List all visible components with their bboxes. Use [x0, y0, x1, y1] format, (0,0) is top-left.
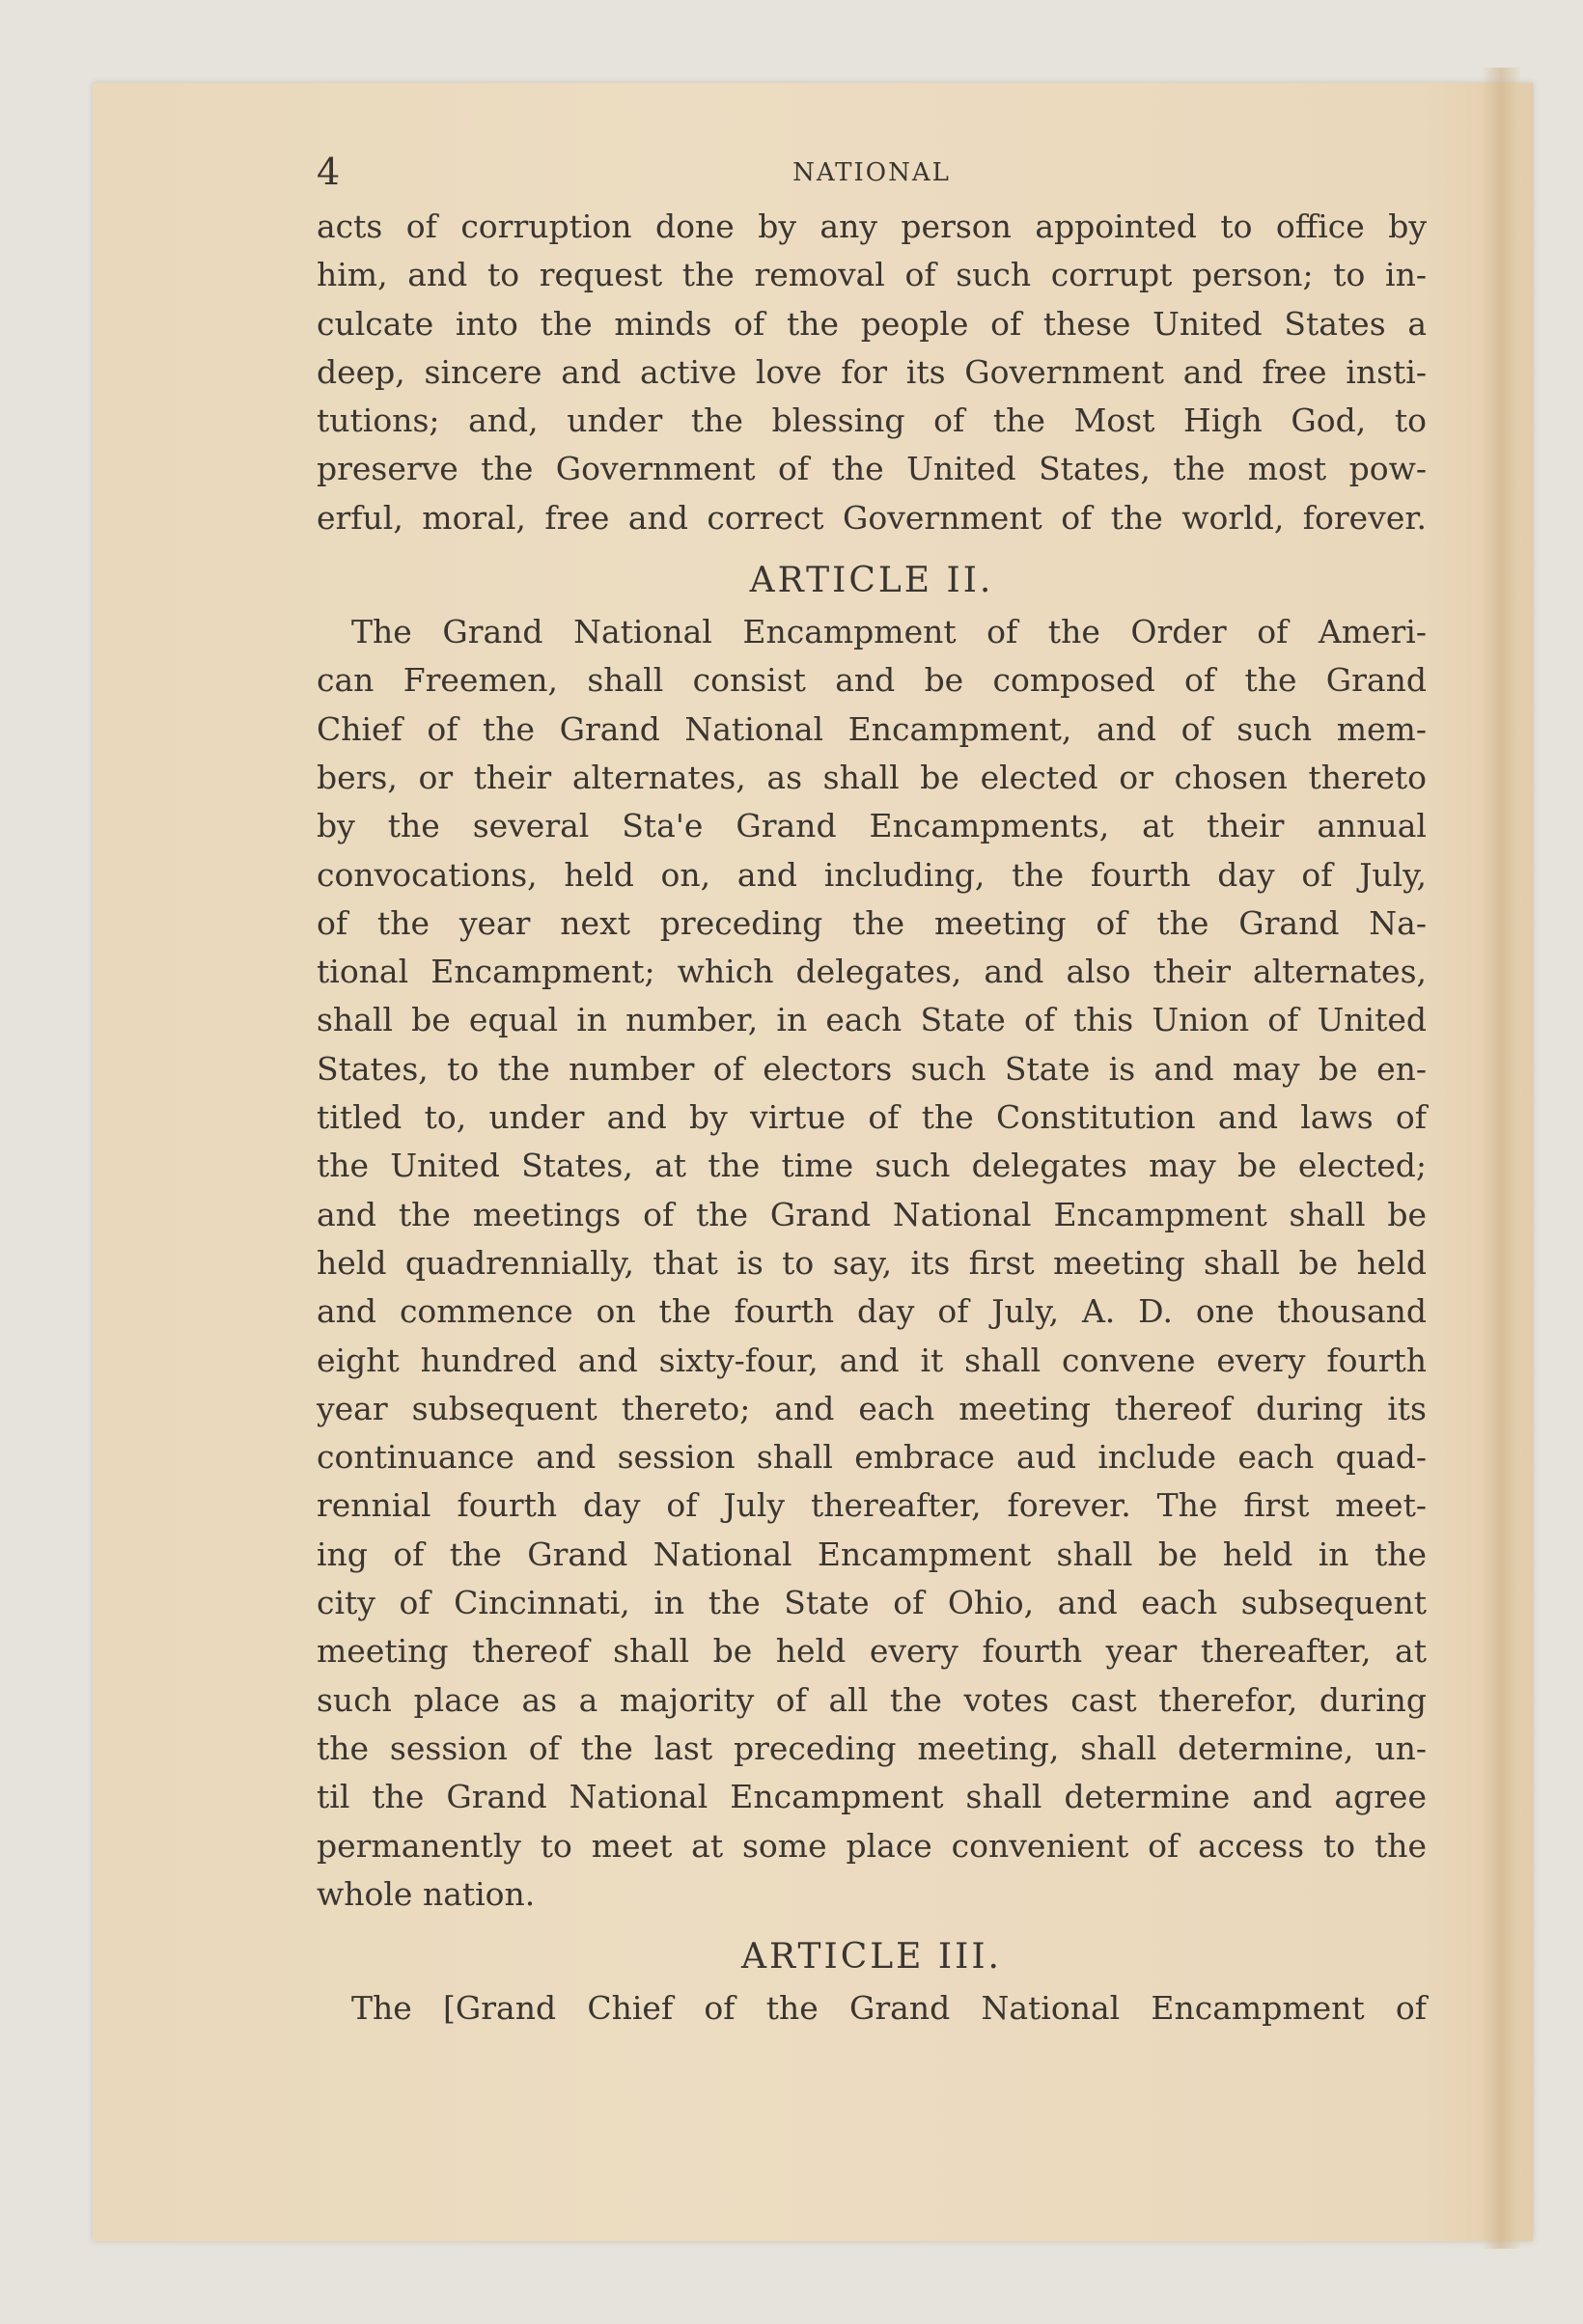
text-line: him, and to request the removal of such corrupt person; to in- [317, 256, 1427, 294]
text-line: shall be equal in number, in each State of this Union of United [317, 1001, 1427, 1039]
article-3-paragraph [317, 1984, 1427, 2033]
text-line: culcate into the minds of the people of these United States a [317, 304, 1427, 343]
text-line: The Grand National Encampment of the Order of Ameri- [351, 613, 1427, 651]
text-line: erful, moral, free and correct Government of the world, forever. [317, 498, 1427, 537]
text-line: by the several Sta'e Grand Encampments, at their annual [317, 807, 1427, 845]
page-edge-shadow [1482, 68, 1520, 2249]
running-head [317, 145, 1427, 203]
text-line: rennial fourth day of July thereafter, forever. The first meet- [317, 1486, 1427, 1525]
text-line: eight hundred and sixty-four, and it shall convene every fourth [317, 1341, 1427, 1379]
text-line: such place as a majority of all the votes cast therefor, during [317, 1680, 1427, 1719]
running-head-title: NATIONAL [792, 158, 951, 187]
text-line: can Freemen, shall consist and be composed of the Grand [317, 661, 1427, 700]
text-line: ing of the Grand National Encampment shall be held in the [317, 1535, 1427, 1573]
text-line: deep, sincere and active love for its Government and free insti- [317, 352, 1427, 391]
text-line: Chief of the Grand National Encampment, and of such mem- [317, 709, 1427, 748]
text-line: city of Cincinnati, in the State of Ohio, and each subsequent [317, 1584, 1427, 1622]
text-line: preserve the Government of the United States, the most pow- [317, 450, 1427, 488]
text-line: tutions; and, under the blessing of the Most High God, to [317, 401, 1427, 440]
text-line: The [Grand Chief of the Grand National Encampment of [351, 1989, 1427, 2028]
text-line: the United States, at the time such delegates may be elected; [317, 1147, 1427, 1185]
text-line: tional Encampment; which delegates, and also their alternates, [317, 953, 1427, 991]
text-line: and the meetings of the Grand National Encampment shall be [317, 1195, 1427, 1233]
article-2-heading: ARTICLE II. [749, 561, 994, 601]
page-number: 4 [317, 151, 343, 193]
text-line: permanently to meet at some place convenient of access to the [317, 1826, 1427, 1865]
text-line: convocations, held on, and including, the fourth day of July, [317, 855, 1427, 894]
page-text-block [317, 145, 1427, 2033]
text-line: titled to, under and by virtue of the Constitution and laws of [317, 1098, 1427, 1137]
text-line: held quadrennially, that is to say, its first meeting shall be held [317, 1243, 1427, 1282]
text-line: meeting thereof shall be held every fourth year thereafter, at [317, 1632, 1427, 1671]
text-line: whole nation. [317, 1874, 536, 1913]
opening-paragraph [317, 203, 1427, 542]
article-2-paragraph [317, 608, 1427, 1919]
text-line: of the year next preceding the meeting of the Grand Na- [317, 903, 1427, 942]
text-line: acts of corruption done by any person appointed to office by [317, 208, 1427, 245]
text-line: States, to the number of electors such State is and may be en- [317, 1049, 1427, 1088]
text-line: bers, or their alternates, as shall be elected or chosen thereto [317, 758, 1427, 796]
text-line: continuance and session shall embrace aud include each quad- [317, 1438, 1427, 1477]
text-line: the session of the last preceding meeting, shall determine, un- [317, 1729, 1427, 1767]
text-line: year subsequent thereto; and each meeting thereof during its [317, 1389, 1427, 1427]
article-3-heading: ARTICLE III. [741, 1937, 1002, 1978]
text-line: til the Grand National Encampment shall determine and agree [317, 1778, 1427, 1816]
text-line: and commence on the fourth day of July, A. D. one thousand [317, 1292, 1427, 1331]
